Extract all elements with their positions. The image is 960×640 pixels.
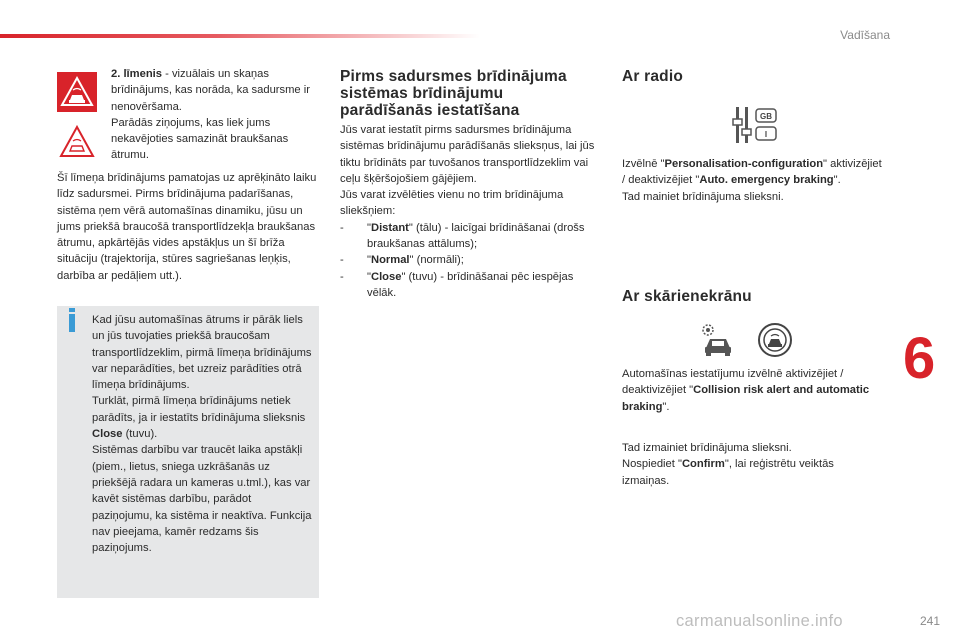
touch-t1: Automašīnas iestatījumu izvēlnē aktivizējiet / deaktivizējiet " (622, 368, 844, 397)
page-number: 241 (919, 614, 940, 628)
radio-t1: Izvēlnē " (622, 158, 665, 170)
quote: " (367, 254, 371, 267)
touchscreen-text (622, 366, 882, 415)
touch-t3: Tad izmainiet brīdinājuma slieksni. (622, 442, 792, 454)
collision-warning-outline-icon (57, 122, 97, 162)
radio-text (622, 156, 882, 205)
info-p2-pre: Turklāt, pirmā līmeņa brīdinājums netiek parādīts, ja ir iestatīts brīdinājuma slieksnis (92, 395, 306, 424)
option-name: Close (370, 270, 402, 283)
level2-label: 2. līmenis (111, 68, 162, 80)
bullet-dash: - (340, 270, 344, 283)
touchscreen-heading: Ar skārienekrānu (622, 288, 752, 305)
radio-icon-bottom-label: I (764, 130, 768, 139)
info-icon (69, 314, 75, 332)
option-close (340, 269, 600, 302)
quote: " (367, 270, 371, 283)
settings-p1: Jūs varat iestatīt pirms sadursmes brīdinājuma sistēmas brīdinājumu parādīšanās slieksņus, lai jūs tiktu brīdināts par tuvošanos transportlīdzeklim vai ceļu šķēršojošiem gājējiem. (340, 124, 595, 185)
level2-text2: Parādās ziņojums, kas liek jums nekavējoties samazināt braukšanas ātrumu. (111, 116, 289, 162)
option-normal (340, 252, 600, 268)
touch-confirm-label: Confirm (681, 458, 725, 471)
info-icon-dot (69, 308, 75, 312)
radio-t4: Tad mainiet brīdinājuma slieksni. (622, 190, 784, 203)
info-p2-bold: Close (92, 428, 123, 441)
settings-text (340, 122, 600, 301)
header-accent-bar (0, 34, 480, 38)
info-text (92, 312, 312, 556)
touch-t2: ". (662, 400, 670, 413)
radio-heading: Ar radio (622, 68, 684, 85)
option-desc: " (normāli); (409, 254, 464, 267)
radio-menu-name: Personalisation-configuration (664, 158, 824, 170)
bullet-dash: - (340, 254, 344, 267)
watermark: carmanualsonline.info (676, 612, 843, 630)
touchscreen-text-2 (622, 440, 882, 489)
chapter-number: 6 (903, 326, 936, 391)
option-name: Normal (370, 254, 410, 267)
settings-heading: Pirms sadursmes brīdinājuma sistēmas brīdinājumu parādīšanās iestatīšana (340, 68, 567, 119)
level2-description (111, 66, 311, 164)
radio-icon-top-label: GB (760, 112, 772, 121)
touch-feature-name: Collision risk alert and automatic braking (622, 384, 870, 413)
option-distant (340, 220, 600, 253)
radio-settings-icon (732, 105, 780, 145)
quote: " (367, 221, 371, 234)
option-desc: " (tālu) - laicīgai brīdināšanai (drošs braukšanas attālums); (367, 221, 585, 251)
info-p3: Sistēmas darbību var traucēt laika apstākļi (piem., lietus, sniega uzkrāšanās uz priekšējā radara un kameras u.tml.), kas var kavēt sistēmas darbību, parādot paziņojumu, ka sistēma ir neaktīva. Funkcija nav pieejama, kamēr redzams šis paziņojums. (92, 444, 312, 555)
touch-t4: Nospiediet " (622, 458, 682, 471)
touch-t5: ", lai reģistrētu veiktās izmaiņas. (622, 458, 834, 487)
level2-text: - vizuālais un skaņas brīdinājums, kas norāda, ka sadursme ir nenovēršama. (111, 68, 310, 113)
option-desc: " (tuvu) - brīdināšanai pēc iespējas vēlāk. (367, 270, 574, 299)
car-settings-icon (700, 322, 736, 358)
radio-t2: " aktivizējiet / deaktivizējiet " (622, 158, 882, 187)
bullet-dash: - (340, 221, 344, 234)
collision-alert-icon (757, 322, 793, 358)
radio-t3: ". (833, 174, 841, 187)
level2-body: Šī līmeņa brīdinājums pamatojas uz aprēķināto laiku līdz sadursmei. Pirms brīdinājuma padarīšanas, sistēma ņem vērā automašīnas dinamiku, jūsu un jums priekšā braucošā transportlīdzekļa braukšanas ātrumu, apkārtējās vides apstākļus un šī brīža situāciju (trajektorija, stūres sagriešanas leņķis, darbība ar pedāļiem utt.). (57, 172, 317, 282)
settings-p2: Jūs varat izvēlēties vienu no trim brīdinājuma sliekšņiem: (340, 189, 564, 218)
info-p1: Kad jūsu automašīnas ātrums ir pārāk liels un jūs tuvojaties priekšā braucošam transportlīdzeklim, pirmā līmeņa brīdinājums var neparādīties, bet uzreiz parādīties otrā līmeņa brīdinājums. (92, 314, 312, 392)
option-name: Distant (370, 221, 409, 234)
info-p2-post: (tuvu). (122, 428, 158, 441)
section-title: Vadīšana (840, 28, 890, 42)
info-p2 (92, 393, 312, 442)
radio-feature-name: Auto. emergency braking (699, 174, 834, 187)
collision-warning-filled-icon (57, 72, 97, 112)
